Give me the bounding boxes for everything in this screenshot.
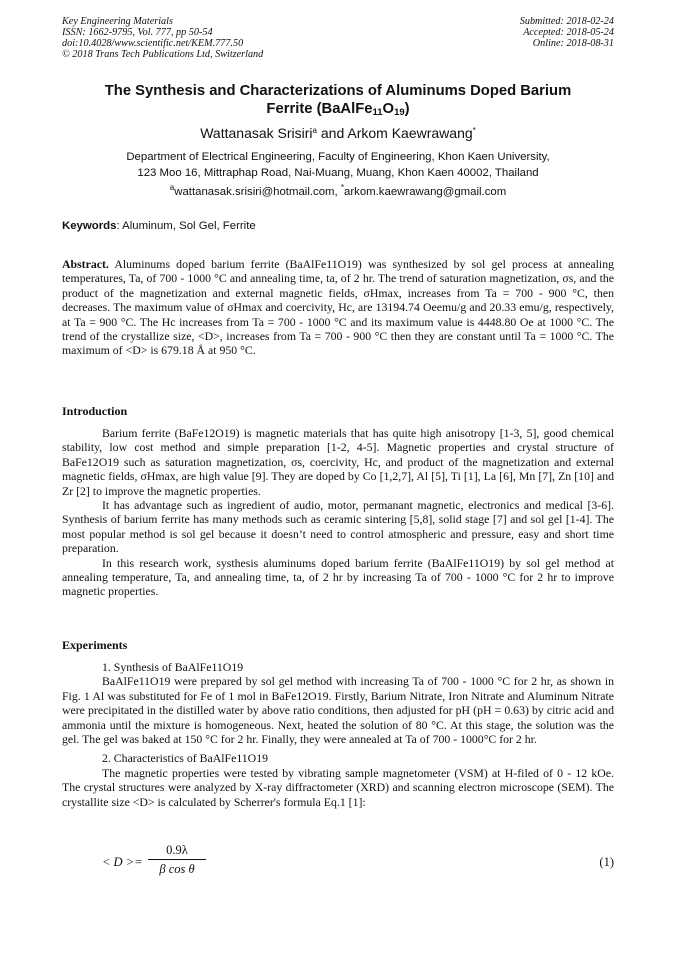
paper-title	[62, 82, 614, 118]
email-link: wattanasak.srisiri@hotmail.com,	[174, 186, 341, 198]
paragraph: In this research work, systhesis aluminums doped barium ferrite (BaAlFe11O19) by sol gel method at annealing temperature, Ta, and annealing time, ta, of 2 hr by increasing Ta of 700 - 1000 °C for 2 hr to improve magnetic properties.	[62, 555, 614, 599]
title-line-2: Ferrite $(BaAlFe_{11}O_{19})$	[266, 101, 410, 118]
email-link: arkom.kaewrawang@gmail.com	[344, 186, 507, 198]
equation-lhs: < D >=	[102, 855, 143, 869]
equation-number: (1)	[599, 855, 614, 869]
keywords-text: : Aluminum, Sol Gel, Ferrite	[116, 220, 256, 232]
abstract	[62, 257, 614, 358]
subsection-title: 1. Synthesis of BaAlFe11O19	[102, 660, 244, 674]
author-emails: $^a$wattanasak.srisiri@hotmail.com, *arkom.kaewrawang@gmail.com	[169, 183, 507, 198]
keywords	[62, 219, 614, 234]
equation-denominator: β cos θ	[159, 862, 195, 876]
keywords-label: Keywords	[62, 220, 117, 232]
online-date: Online: 2018-08-31	[532, 38, 614, 49]
introduction-heading: Introduction	[62, 404, 128, 418]
authors: Wattanasak Srisiri$^a$ and Arkom Kaewrawang*	[200, 125, 476, 141]
introduction-body	[62, 426, 614, 599]
title-line-1: The Synthesis and Characterizations of Aluminums Doped Barium	[104, 83, 572, 99]
subsection-title: 2. Characteristics of BaAlFe11O19	[102, 751, 268, 766]
abstract-label: Abstract.	[62, 257, 109, 271]
abstract-text: Aluminums doped barium ferrite (BaAlFe11O19) was synthesized by sol gel process at annealing temperatures, Ta, of 700 - 1000 °C and annealing time, ta, of 2 hr. The trend of saturation magnetization, σs, and the product of the magnetization and external magnetic fields, σHmax, increases from Ta = 700 - 900 °C, then decreases. The maximum value of σHmax and coercivity, Hc, are 13194.74 Oeemu/g and 20.33 emu/g, respectively, at Ta = 900 °C. The Hc increases from Ta = 700 - 1000 °C and its maximum value is 4448.80 Oe at 1000 °C. The trend of the crystallize size, <D>, increases from Ta = 700 - 900 °C then they are constant until Ta = 1000 °C. The maximum of <D> is 679.18 Å at 950 °C.	[62, 257, 614, 358]
dates-info	[520, 16, 614, 49]
submitted-date: Submitted: 2018-02-24	[519, 16, 614, 27]
journal-name: Key Engineering Materials	[62, 16, 173, 27]
journal-issn: ISSN: 1662-9795, Vol. 777, pp 50-54	[62, 27, 213, 38]
paragraph: It has advantage such as ingredient of audio, motor, permanant magnetic, electronics and medical [3-6]. Synthesis of barium ferrite has many methods such as ceramic sintering [5,8], solid stage [7] and sol gel [1-4]. The most popular method is sol gel because it doesn’t need to control atmospheric and pressure, easy and short time preparation.	[62, 498, 614, 556]
equation-numerator: 0.9λ	[166, 843, 188, 857]
equation-fraction	[148, 842, 206, 877]
accepted-date: Accepted: 2018-05-24	[523, 27, 614, 38]
author-name: Arkom Kaewrawang	[347, 125, 473, 141]
experiments-heading: Experiments	[62, 638, 128, 652]
paragraph: Barium ferrite (BaFe12O19) is magnetic materials that has quite high anisotropy [1-3, 5], good chemical stability, low cost method and simple preparation [1-2, 4-5]. Magnetic properties and crystal structure of BaFe12O19 such as saturation magnetization, σs, coercivity, Hc, and product of the magnetization and external magnetic fields, σHmax, are high value [9]. They are doped by Co [1,2,7], Al [5], Ti [1], La [6], Mn [7], Zn [10] and Zr [2] to improve the magnetic properties.	[62, 426, 614, 498]
experiments-body	[62, 660, 614, 809]
paragraph: The magnetic properties were tested by vibrating sample magnetometer (VSM) at H-filed of 0 - 12 kOe. The crystal structures were analyzed by X-ray diffractometer (XRD) and scanning electron microscope (SEM). The crystallite size <D> is calculated by Scherrer's formula Eq.1 [1]:	[62, 765, 614, 809]
journal-copyright: © 2018 Trans Tech Publications Ltd, Switzerland	[62, 49, 264, 60]
journal-info	[62, 16, 263, 60]
affiliation: Department of Electrical Engineering, Faculty of Engineering, Khon Kaen University, 123 Moo 16, Mittraphap Road, Nai-Muang, Muang, Khon Kaen 40002, Thailand	[126, 151, 550, 179]
scherrer-equation	[102, 842, 614, 886]
paragraph: BaAlFe11O19 were prepared by sol gel method with increasing Ta of 700 - 1000 °C for 2 hr, as shown in Fig. 1 Al was substituted for Fe of 1 mol in BaFe12O19. Firstly, Barium Nitrate, Iron Nitrate and Aluminum Nitrate were precipitated in the distilled water by above ratio conditions, then adjusted for pH (pH = 0.63) by citric acid and ammonia until the mixture is homogeneous. Next, heated the solution of 80 °C. At this stage, the solution was the gel. The gel was baked at 150 °C for 2 hr. Finally, they were annealed at Ta of 700 - 1000°C for 2 hr.	[62, 674, 614, 747]
author-name: Wattanasak Srisiri	[200, 125, 313, 141]
journal-doi: doi:10.4028/www.scientific.net/KEM.777.50	[62, 38, 244, 49]
